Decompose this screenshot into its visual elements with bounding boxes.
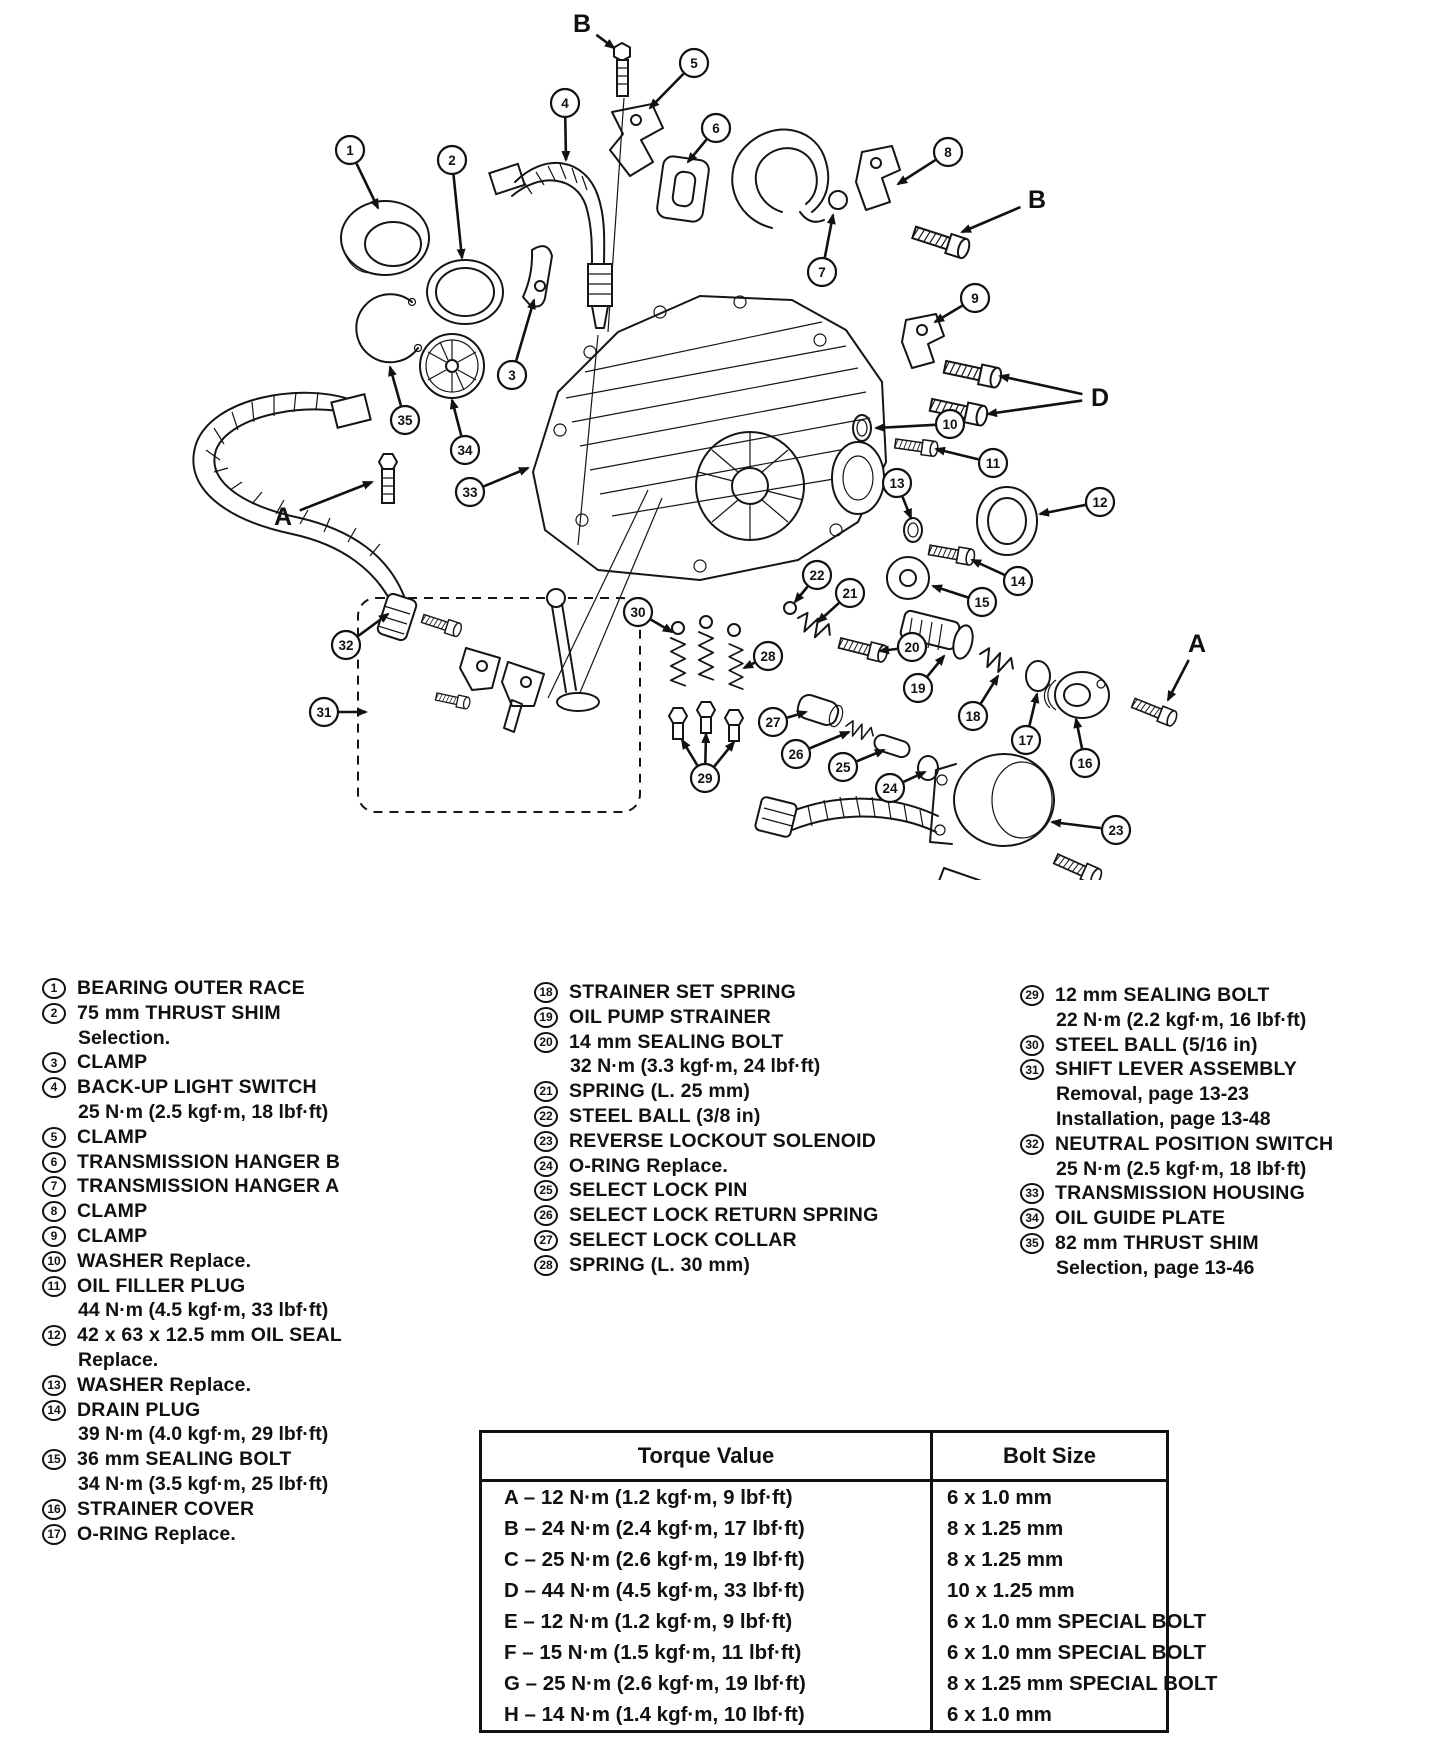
parts-list-column-1 bbox=[42, 976, 512, 1546]
callout-arrow bbox=[962, 207, 1020, 232]
torque-value-cell: F – 15 N·m (1.5 kgf·m, 11 lbf·ft) bbox=[481, 1637, 932, 1668]
torque-table-row bbox=[481, 1699, 1168, 1732]
callout-arrow bbox=[927, 656, 944, 676]
part-item-29 bbox=[1020, 983, 1456, 1008]
callout-arrow bbox=[688, 140, 706, 162]
neutral-position-switch-art bbox=[193, 392, 417, 642]
callout-label-22: 22 bbox=[809, 568, 825, 583]
bolt-size-cell: 6 x 1.0 mm bbox=[947, 1702, 1052, 1726]
part-item-12 bbox=[42, 1323, 512, 1348]
drain-plug-art bbox=[928, 542, 976, 566]
callout-arrow bbox=[825, 215, 833, 257]
part-item-9 bbox=[42, 1224, 512, 1249]
callout-label-13: 13 bbox=[889, 476, 905, 491]
parts-list-column-3 bbox=[1020, 983, 1456, 1281]
callout-label-35: 35 bbox=[397, 413, 413, 428]
part-number-badge: 30 bbox=[1020, 1035, 1044, 1056]
callout-arrow bbox=[454, 175, 462, 258]
bolt-size-cell: 10 x 1.25 mm bbox=[947, 1578, 1075, 1602]
callout-arrow bbox=[795, 587, 808, 602]
part-item-8 bbox=[42, 1199, 512, 1224]
part-name: O-RING Replace. bbox=[569, 1154, 729, 1177]
part-number-badge: 13 bbox=[42, 1375, 66, 1396]
part-item-1 bbox=[42, 976, 512, 1001]
part-number-badge: 11 bbox=[42, 1276, 66, 1297]
part-note: 25 N·m (2.5 kgf·m, 18 lbf·ft) bbox=[1056, 1157, 1307, 1180]
part-item-20 bbox=[534, 1030, 1004, 1055]
spring-28-art bbox=[729, 644, 743, 689]
part-name: BEARING OUTER RACE bbox=[77, 977, 305, 999]
torque-value-cell: A – 12 N·m (1.2 kgf·m, 9 lbf·ft) bbox=[481, 1481, 932, 1514]
part-item-30 bbox=[1020, 1033, 1456, 1058]
part-item-27 bbox=[534, 1228, 1004, 1253]
part-number-badge: 24 bbox=[534, 1156, 558, 1177]
callout-arrow bbox=[936, 449, 978, 459]
part-name: STRAINER COVER bbox=[77, 1497, 255, 1520]
part-number-badge: 1 bbox=[42, 978, 66, 999]
callout-label-25: 25 bbox=[835, 760, 851, 775]
oil-seal-art bbox=[977, 487, 1037, 555]
callout-arrow bbox=[933, 586, 968, 597]
torque-letter-A: A bbox=[1187, 630, 1207, 658]
callout-arrow bbox=[1029, 694, 1037, 725]
callout-label-3: 3 bbox=[508, 368, 516, 383]
callout-arrow bbox=[935, 306, 962, 322]
part-number-badge: 15 bbox=[42, 1449, 66, 1470]
ball-spring-bolt-art bbox=[784, 602, 889, 663]
part-name: SPRING (L. 25 mm) bbox=[569, 1080, 751, 1103]
solenoid-art bbox=[754, 754, 1103, 880]
part-name: 75 mm THRUST SHIM bbox=[77, 1001, 281, 1024]
part-number-badge: 4 bbox=[42, 1077, 66, 1098]
washer13-art bbox=[904, 518, 922, 542]
callout-arrow bbox=[452, 400, 461, 435]
callout-label-16: 16 bbox=[1077, 756, 1093, 771]
part-note: 25 N·m (2.5 kgf·m, 18 lbf·ft) bbox=[78, 1100, 329, 1123]
part-item-23 bbox=[534, 1129, 1004, 1154]
part-note: Selection, page 13-46 bbox=[1056, 1256, 1255, 1279]
hanger-b-art bbox=[656, 155, 710, 223]
callout-label-17: 17 bbox=[1018, 733, 1034, 748]
bolt-b-right-art bbox=[911, 223, 971, 260]
part-item-4 bbox=[42, 1075, 512, 1100]
part-item-15 bbox=[42, 1447, 512, 1472]
part-number-badge: 9 bbox=[42, 1226, 66, 1247]
torque-value-cell: H – 14 N·m (1.4 kgf·m, 10 lbf·ft) bbox=[481, 1699, 932, 1732]
part-note: 22 N·m (2.2 kgf·m, 16 lbf·ft) bbox=[1056, 1008, 1307, 1031]
part-name: SELECT LOCK RETURN SPRING bbox=[569, 1204, 879, 1227]
part-item-26 bbox=[534, 1203, 1004, 1228]
part-number-badge: 32 bbox=[1020, 1134, 1044, 1155]
callout-arrow bbox=[903, 497, 911, 518]
torque-table-header-torque: Torque Value bbox=[481, 1432, 932, 1481]
part-item-24 bbox=[534, 1154, 1004, 1179]
callout-label-2: 2 bbox=[448, 153, 456, 168]
snap-ring-art bbox=[356, 294, 421, 362]
part-number-badge: 8 bbox=[42, 1201, 66, 1222]
part-name: SELECT LOCK COLLAR bbox=[569, 1228, 797, 1251]
callout-label-18: 18 bbox=[965, 709, 981, 724]
callout-arrow bbox=[705, 734, 706, 763]
torque-letter-B: B bbox=[572, 10, 592, 38]
callout-arrow bbox=[1000, 376, 1082, 394]
callout-label-14: 14 bbox=[1010, 574, 1026, 589]
part-number-badge: 20 bbox=[534, 1032, 558, 1053]
part-name: 36 mm SEALING BOLT bbox=[77, 1448, 292, 1471]
part-item-6 bbox=[42, 1150, 512, 1175]
part-name: STRAINER SET SPRING bbox=[569, 981, 796, 1003]
part-number-badge: 29 bbox=[1020, 985, 1044, 1006]
part-number-badge: 10 bbox=[42, 1251, 66, 1272]
part-name: SPRING (L. 30 mm) bbox=[569, 1253, 751, 1276]
part-number-badge: 31 bbox=[1020, 1059, 1044, 1080]
part-name: SELECT LOCK PIN bbox=[569, 1179, 748, 1202]
callout-arrow bbox=[1040, 505, 1085, 514]
torque-table-row bbox=[481, 1668, 1168, 1699]
part-name: CLAMP bbox=[77, 1200, 148, 1223]
part-item-34 bbox=[1020, 1206, 1456, 1231]
callout-label-11: 11 bbox=[985, 456, 1001, 471]
bolt-size-cell: 8 x 1.25 mm bbox=[947, 1516, 1064, 1540]
callout-label-30: 30 bbox=[630, 605, 646, 620]
callout-label-29: 29 bbox=[697, 771, 713, 786]
callout-label-26: 26 bbox=[788, 747, 804, 762]
torque-value-cell: B – 24 N·m (2.4 kgf·m, 17 lbf·ft) bbox=[481, 1513, 932, 1544]
hanger-a-art bbox=[732, 130, 847, 228]
callout-label-19: 19 bbox=[910, 681, 926, 696]
part-name: 14 mm SEALING BOLT bbox=[569, 1030, 784, 1053]
callout-arrow bbox=[484, 468, 528, 486]
part-number-badge: 17 bbox=[42, 1524, 66, 1545]
part-item-3 bbox=[42, 1050, 512, 1075]
part-item-10 bbox=[42, 1249, 512, 1274]
part-item-5 bbox=[42, 1125, 512, 1150]
part-note: Selection. bbox=[78, 1026, 171, 1049]
callout-label-7: 7 bbox=[818, 265, 826, 280]
part-item-14 bbox=[42, 1398, 512, 1423]
part-name: WASHER Replace. bbox=[77, 1373, 252, 1396]
part-item-25 bbox=[534, 1178, 1004, 1203]
part-note: 34 N·m (3.5 kgf·m, 25 lbf·ft) bbox=[78, 1472, 329, 1495]
part-name: STEEL BALL (5/16 in) bbox=[1055, 1033, 1258, 1056]
part-number-badge: 33 bbox=[1020, 1183, 1044, 1204]
part-note: Replace. bbox=[78, 1348, 159, 1371]
torque-value-cell: C – 25 N·m (2.6 kgf·m, 19 lbf·ft) bbox=[481, 1544, 932, 1575]
bolt-size-cell: 6 x 1.0 mm bbox=[947, 1485, 1052, 1509]
part-name: 82 mm THRUST SHIM bbox=[1055, 1231, 1259, 1254]
callout-arrow bbox=[1052, 822, 1101, 828]
bolt-size-cell: 6 x 1.0 mm SPECIAL BOLT bbox=[947, 1640, 1206, 1664]
part-number-badge: 19 bbox=[534, 1007, 558, 1028]
part-number-badge: 35 bbox=[1020, 1233, 1044, 1254]
callout-arrow bbox=[357, 164, 378, 208]
callout-arrow bbox=[300, 482, 372, 510]
part-item-28 bbox=[534, 1253, 1004, 1278]
part-item-18 bbox=[534, 980, 1004, 1005]
torque-table-row bbox=[481, 1575, 1168, 1606]
callout-label-24: 24 bbox=[882, 781, 898, 796]
part-note: 39 N·m (4.0 kgf·m, 29 lbf·ft) bbox=[78, 1423, 329, 1446]
part-number-badge: 22 bbox=[534, 1106, 558, 1127]
bearing-outer-race-art bbox=[341, 201, 429, 275]
torque-table-row bbox=[481, 1606, 1168, 1637]
part-note: Removal, page 13-23 bbox=[1056, 1083, 1249, 1106]
callout-label-21: 21 bbox=[842, 586, 858, 601]
part-name: BACK-UP LIGHT SWITCH bbox=[77, 1076, 317, 1099]
callout-arrow bbox=[565, 118, 566, 160]
detent-stacks-art bbox=[669, 616, 743, 741]
part-item-2 bbox=[42, 1001, 512, 1026]
thrust-shim-art bbox=[427, 260, 503, 324]
backup-light-switch-art bbox=[489, 163, 612, 328]
callout-arrow bbox=[857, 750, 884, 761]
part-number-badge: 6 bbox=[42, 1152, 66, 1173]
callout-label-15: 15 bbox=[974, 595, 990, 610]
part-note: Installation, page 13-48 bbox=[1056, 1107, 1271, 1130]
part-name: TRANSMISSION HOUSING bbox=[1055, 1182, 1305, 1205]
bolt-size-cell: 6 x 1.0 mm SPECIAL BOLT bbox=[947, 1609, 1206, 1633]
callout-label-33: 33 bbox=[462, 485, 478, 500]
select-lock-parts-art bbox=[795, 692, 938, 780]
callout-arrow bbox=[981, 676, 998, 703]
part-name: 42 x 63 x 12.5 mm OIL SEAL bbox=[77, 1324, 342, 1347]
part-number-badge: 12 bbox=[42, 1325, 66, 1346]
callout-arrow bbox=[972, 560, 1004, 575]
part-number-badge: 3 bbox=[42, 1052, 66, 1073]
callout-label-12: 12 bbox=[1092, 495, 1108, 510]
callout-arrow bbox=[682, 740, 697, 765]
torque-letter-A: A bbox=[273, 503, 293, 531]
part-item-32 bbox=[1020, 1132, 1456, 1157]
part-number-badge: 28 bbox=[534, 1255, 558, 1276]
part-number-badge: 25 bbox=[534, 1180, 558, 1201]
callout-label-6: 6 bbox=[712, 121, 720, 136]
callout-label-32: 32 bbox=[338, 638, 354, 653]
torque-table-row bbox=[481, 1513, 1168, 1544]
callout-arrow bbox=[516, 300, 534, 361]
part-item-17 bbox=[42, 1522, 512, 1547]
part-name: TRANSMISSION HANGER B bbox=[77, 1150, 341, 1173]
strainer-group-art bbox=[899, 610, 1178, 728]
callout-arrow bbox=[650, 74, 684, 108]
part-name: OIL PUMP STRAINER bbox=[569, 1005, 772, 1028]
callout-label-1: 1 bbox=[346, 143, 354, 158]
callout-label-27: 27 bbox=[765, 715, 781, 730]
callout-label-5: 5 bbox=[690, 56, 698, 71]
callout-label-10: 10 bbox=[942, 417, 958, 432]
callout-arrow bbox=[1076, 719, 1082, 748]
part-item-16 bbox=[42, 1497, 512, 1522]
part-item-7 bbox=[42, 1174, 512, 1199]
part-name: 12 mm SEALING BOLT bbox=[1055, 984, 1270, 1006]
part-name: WASHER Replace. bbox=[77, 1249, 252, 1272]
torque-value-cell: D – 44 N·m (4.5 kgf·m, 33 lbf·ft) bbox=[481, 1575, 932, 1606]
sealing-bolt-36-art bbox=[887, 557, 929, 599]
callout-label-8: 8 bbox=[944, 145, 952, 160]
part-name: O-RING Replace. bbox=[77, 1522, 237, 1545]
part-item-11 bbox=[42, 1274, 512, 1299]
part-name: CLAMP bbox=[77, 1051, 148, 1074]
callout-arrow bbox=[596, 35, 614, 48]
callout-arrow bbox=[651, 620, 672, 632]
torque-table-header-bolt: Bolt Size bbox=[932, 1432, 1168, 1481]
part-name: NEUTRAL POSITION SWITCH bbox=[1055, 1132, 1334, 1155]
torque-table-row bbox=[481, 1544, 1168, 1575]
part-item-22 bbox=[534, 1104, 1004, 1129]
part-name: STEEL BALL (3/8 in) bbox=[569, 1104, 761, 1127]
oil-filler-plug-art bbox=[894, 436, 938, 457]
part-name: TRANSMISSION HANGER A bbox=[77, 1175, 340, 1198]
part-note: 44 N·m (4.5 kgf·m, 33 lbf·ft) bbox=[78, 1299, 329, 1322]
clamp8-art bbox=[856, 146, 900, 210]
callout-label-9: 9 bbox=[971, 291, 979, 306]
part-item-13 bbox=[42, 1373, 512, 1398]
part-item-19 bbox=[534, 1005, 1004, 1030]
torque-value-cell: E – 12 N·m (1.2 kgf·m, 9 lbf·ft) bbox=[481, 1606, 932, 1637]
part-number-badge: 27 bbox=[534, 1230, 558, 1251]
part-number-badge: 23 bbox=[534, 1131, 558, 1152]
callout-label-23: 23 bbox=[1108, 823, 1124, 838]
part-number-badge: 16 bbox=[42, 1499, 66, 1520]
part-name: OIL GUIDE PLATE bbox=[1055, 1207, 1226, 1230]
bracket5-art bbox=[610, 104, 663, 176]
torque-table bbox=[479, 1430, 1218, 1733]
callout-arrow bbox=[988, 401, 1082, 414]
part-number-badge: 18 bbox=[534, 982, 558, 1003]
callout-label-28: 28 bbox=[760, 649, 776, 664]
part-item-31 bbox=[1020, 1057, 1456, 1082]
parts-list-column-2 bbox=[534, 980, 1004, 1278]
part-number-badge: 21 bbox=[534, 1081, 558, 1102]
part-item-21 bbox=[534, 1079, 1004, 1104]
callout-label-34: 34 bbox=[457, 443, 473, 458]
bolt-size-cell: 8 x 1.25 mm bbox=[947, 1547, 1064, 1571]
callout-label-4: 4 bbox=[561, 96, 569, 111]
part-note: 32 N·m (3.3 kgf·m, 24 lbf·ft) bbox=[570, 1055, 821, 1078]
torque-table-row bbox=[481, 1481, 1168, 1514]
bolt-b-top-art bbox=[614, 43, 630, 96]
part-name: CLAMP bbox=[77, 1224, 148, 1247]
part-name: CLAMP bbox=[77, 1125, 148, 1148]
part-number-badge: 34 bbox=[1020, 1208, 1044, 1229]
oil-guide-plate-art bbox=[420, 334, 484, 398]
callout-arrow bbox=[390, 367, 401, 406]
part-number-badge: 5 bbox=[42, 1127, 66, 1148]
callout-arrow bbox=[744, 663, 755, 668]
callout-arrow bbox=[818, 603, 839, 622]
torque-letter-D: D bbox=[1090, 384, 1110, 412]
part-name: OIL FILLER PLUG bbox=[77, 1274, 246, 1297]
part-item-33 bbox=[1020, 1181, 1456, 1206]
callout-arrow bbox=[810, 732, 849, 748]
clamp9-art bbox=[902, 314, 944, 368]
part-number-badge: 7 bbox=[42, 1176, 66, 1197]
torque-letter-B: B bbox=[1027, 186, 1047, 214]
callout-label-31: 31 bbox=[316, 705, 332, 720]
clamp3-art bbox=[523, 246, 552, 306]
part-number-badge: 2 bbox=[42, 1003, 66, 1024]
callout-arrow bbox=[1168, 660, 1189, 700]
bolt-size-cell: 8 x 1.25 mm SPECIAL BOLT bbox=[947, 1671, 1218, 1695]
callout-arrow bbox=[714, 742, 734, 766]
part-name: REVERSE LOCKOUT SOLENOID bbox=[569, 1129, 877, 1152]
callout-label-20: 20 bbox=[904, 640, 920, 655]
torque-table-row bbox=[481, 1637, 1168, 1668]
part-name: DRAIN PLUG bbox=[77, 1398, 201, 1421]
callout-arrow bbox=[898, 160, 935, 184]
part-number-badge: 26 bbox=[534, 1205, 558, 1226]
part-number-badge: 14 bbox=[42, 1400, 66, 1421]
part-name: SHIFT LEVER ASSEMBLY bbox=[1055, 1058, 1298, 1081]
torque-value-cell: G – 25 N·m (2.6 kgf·m, 19 lbf·ft) bbox=[481, 1668, 932, 1699]
part-item-35 bbox=[1020, 1231, 1456, 1256]
